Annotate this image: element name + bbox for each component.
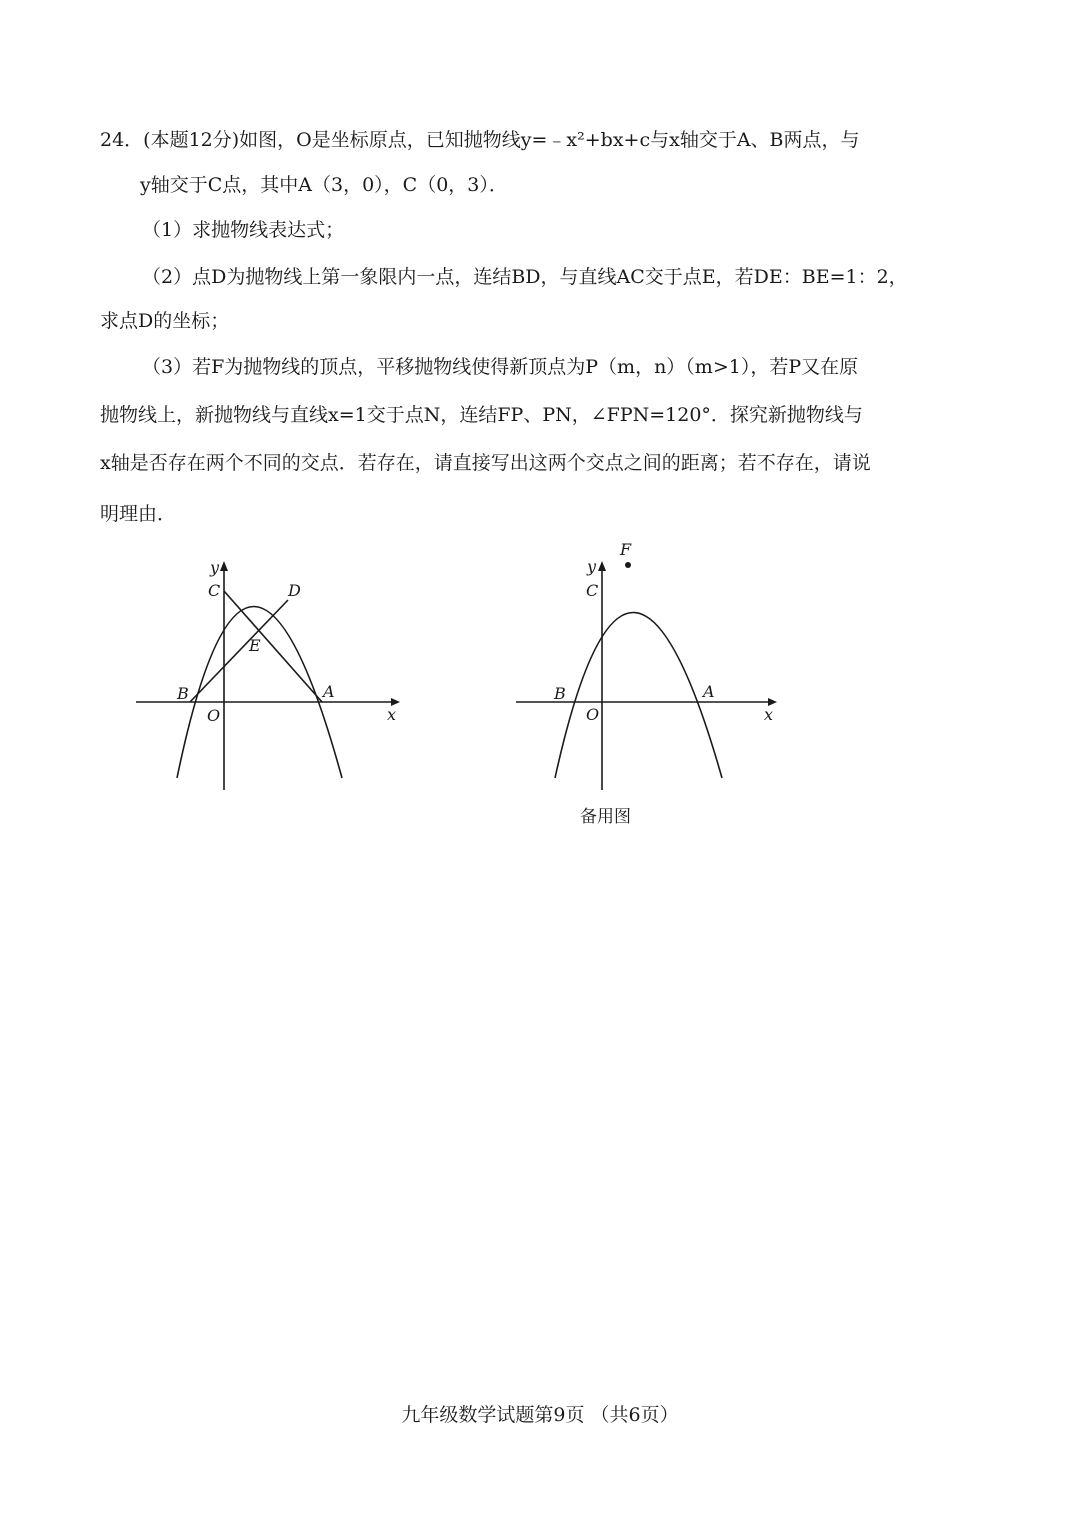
vertex-f-point xyxy=(625,562,631,568)
label-a: A xyxy=(323,682,335,701)
part-2-line-1: （2）点D为抛物线上第一象限内一点，连结BD，与直线AC交于点E，若DE：BE=1：2， xyxy=(142,266,908,288)
label-y: y xyxy=(587,557,597,576)
label-o: O xyxy=(586,705,600,724)
label-x: x xyxy=(764,705,774,724)
label-c: C xyxy=(586,581,599,600)
figure-2 xyxy=(510,535,790,795)
label-o: O xyxy=(207,706,221,725)
label-x: x xyxy=(387,705,397,724)
part-3-line-2: 抛物线上，新抛物线与直线x=1交于点N，连结FP、PN，∠FPN=120°．探究新抛物线与 xyxy=(100,404,863,426)
page-footer: 九年级数学试题第9页 （共6页） xyxy=(401,1404,679,1426)
part-2-line-2: 求点D的坐标； xyxy=(100,310,230,332)
parabola xyxy=(555,613,722,779)
label-f: F xyxy=(620,540,632,559)
part-3-line-1: （3）若F为抛物线的顶点，平移抛物线使得新顶点为P（m，n）（m>1），若P又在原 xyxy=(142,356,859,378)
label-b: B xyxy=(554,684,566,703)
part-3-line-3: x轴是否存在两个不同的交点．若存在，请直接写出这两个交点之间的距离；若不存在，请说 xyxy=(100,452,871,474)
line-ac xyxy=(224,591,322,702)
label-b: B xyxy=(177,684,189,703)
part-1: （1）求抛物线表达式； xyxy=(142,219,345,241)
y-axis-arrow xyxy=(598,561,606,571)
figure-1 xyxy=(130,545,410,795)
part-3-line-4: 明理由． xyxy=(100,503,177,525)
label-y: y xyxy=(210,558,220,577)
label-d: D xyxy=(288,581,301,600)
figure-2-caption: 备用图 xyxy=(580,807,631,827)
question-line-2: y轴交于C点，其中A（3，0），C（0，3）． xyxy=(140,174,508,196)
line-bd xyxy=(190,600,288,702)
label-a: A xyxy=(703,682,715,701)
question-line-1: 24．(本题12分)如图，O是坐标原点，已知抛物线y=﹣x²+bx+c与x轴交于A、B两点，与 xyxy=(100,129,860,151)
y-axis-arrow xyxy=(220,561,228,571)
label-c: C xyxy=(208,581,221,600)
label-e: E xyxy=(249,636,261,655)
